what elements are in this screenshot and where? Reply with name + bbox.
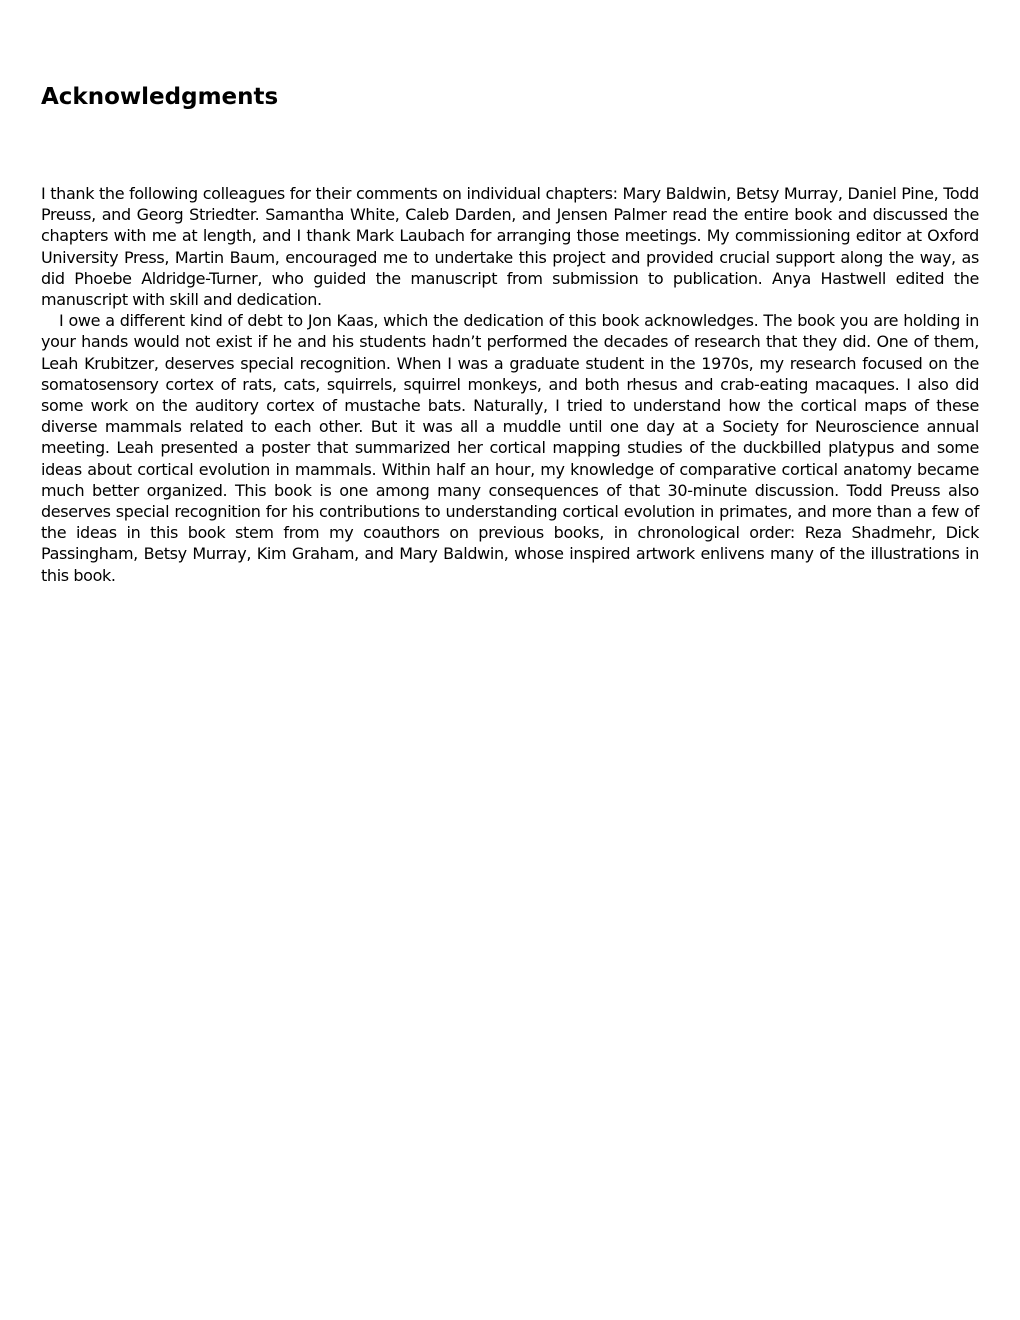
page-title: Acknowledgments — [41, 84, 279, 110]
paragraph-1: I thank the following colleagues for their comments on individual chapters: Mary Baldwin, Betsy Murray, Daniel Pine, Todd Preuss, and Georg Striedter. Samantha White, Caleb Darden, and Jensen Palmer read the entire book and discussed the chapters with me at length, and I thank Mark Laubach for arranging those meetings. My commissioning editor at Oxford University Press, Martin Baum, encouraged me to undertake this project and provided crucial support along the way, as did Phoebe Aldridge-Turner, who guided the manuscript from submission to publication. Anya Hastwell edited the manuscript with skill and dedication. — [41, 184, 979, 310]
paragraph-2: I owe a different kind of debt to Jon Kaas, which the dedication of this book acknowledges. The book you are holding in your hands would not exist if he and his students hadn’t performed the decades of research that they did. One of them, Leah Krubitzer, deserves special recognition. When I was a graduate student in the 1970s, my research focused on the somatosensory cortex of rats, cats, squirrels, squirrel monkeys, and both rhesus and crab-eating macaques. I also did some work on the auditory cortex of mustache bats. Naturally, I tried to understand how the cortical maps of these diverse mammals related to each other. But it was all a muddle until one day at a Society for Neuroscience annual meeting. Leah presented a poster that summarized her cortical mapping studies of the duckbilled platypus and some ideas about cortical evolution in mammals. Within half an hour, my knowledge of comparative cortical anatomy became much better organized. This book is one among many consequences of that 30-minute discussion. Todd Preuss also deserves special recognition for his contributions to understanding cortical evolution in primates, and more than a few of the ideas in this book stem from my coauthors on previous books, in chronological order: Reza Shadmehr, Dick Passingham, Betsy Murray, Kim Graham, and Mary Baldwin, whose inspired artwork enlivens many of the illustrations in this book. — [41, 311, 979, 585]
body-text — [41, 183, 979, 586]
